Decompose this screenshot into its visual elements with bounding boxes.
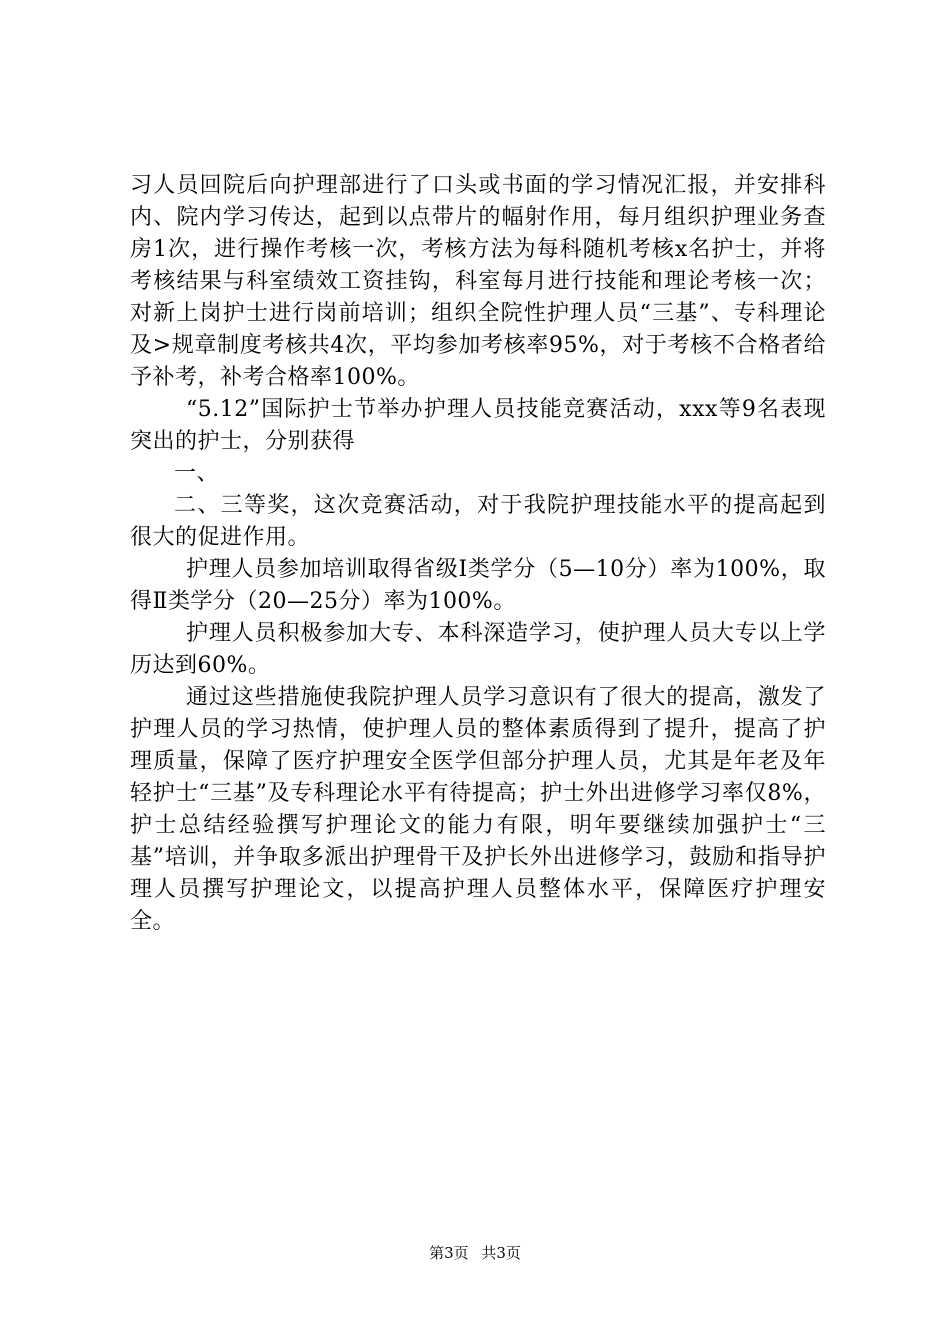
paragraph-first-prize: 一、 (174, 461, 220, 486)
paragraph-other-prizes: 二、三等奖，这次竞赛活动，对于我院护理技能水平的提高起到很大的促进作用。 (130, 493, 826, 550)
page-number-total: 共3页 (481, 1244, 521, 1262)
paragraph-continuation: 习人员回院后向护理部进行了口头或书面的学习情况汇报，并安排科内、院内学习传达，起到以点带片的幅射作用，每月组织护理业务查房1次，进行操作考核一次，考核方法为每科随机考核x名护士，并将考核结果与科室绩效工资挂钩，科室每月进行技能和理论考核一次；对新上岗护士进行岗前培训；组织全院性护理人员“三基”、专科理论及>规章制度考核共4次，平均参加考核率95%，对于考核不合格者给予补考，补考合格率100%。 (130, 173, 826, 390)
page-footer (0, 1243, 950, 1263)
paragraph-education: 护理人员积极参加大专、本科深造学习，使护理人员大专以上学历达到60%。 (130, 621, 826, 678)
paragraph-summary: 通过这些措施使我院护理人员学习意识有了很大的提高，激发了护理人员的学习热情，使护理人员的整体素质得到了提升，提高了护理质量，保障了医疗护理安全医学但部分护理人员，尤其是年老及年轻护士“三基”及专科理论水平有待提高；护士外出进修学习率仅8%，护士总结经验撰写护理论文的能力有限，明年要继续加强护士“三基”培训，并争取多派出护理骨干及护长外出进修学习，鼓励和指导护理人员撰写护理论文，以提高护理人员整体水平，保障医疗护理安全。 (130, 685, 826, 934)
paragraph-competition: “5.12”国际护士节举办护理人员技能竞赛活动，xxx等9名表现突出的护士，分别获得 (130, 397, 826, 454)
page-number-current: 第3页 (429, 1244, 469, 1262)
paragraph-credits: 护理人员参加培训取得省级Ⅰ类学分（5—10分）率为100%，取得Ⅱ类学分（20—25分）率为100%。 (130, 557, 826, 614)
document-body (130, 170, 826, 938)
